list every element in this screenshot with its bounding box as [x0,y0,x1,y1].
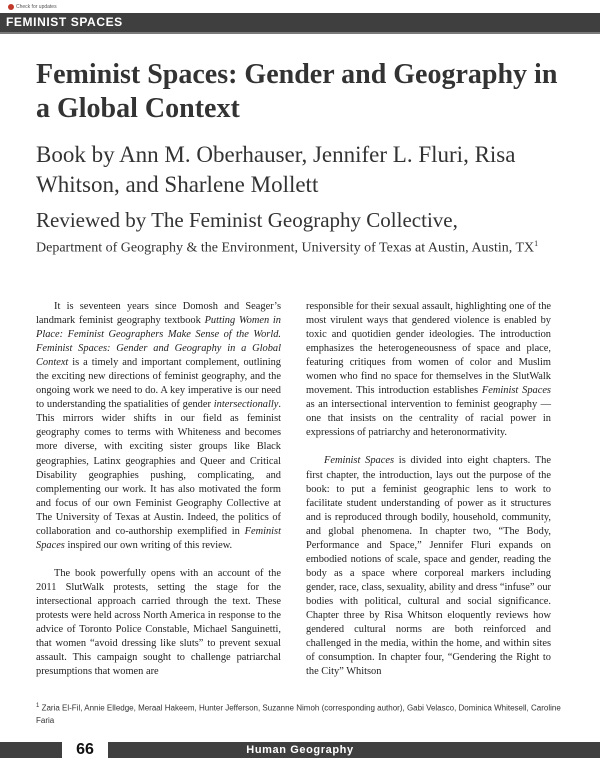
footnote-text: Zaria El-Fil, Annie Elledge, Meraal Hakeem, Hunter Jefferson, Suzanne Nimoh (corresponding author), Gabi Velasco, Dominica Whitesell, Caroline Faria [36,703,561,725]
check-updates-label: Check for updates [16,4,57,10]
check-for-updates-badge[interactable] [8,4,57,10]
section-header-bar [0,13,600,34]
text-run: is a timely and important complement, outlining the exciting new directions of feminist geography, and the ongoing work we need to do. A key imperative is our need to understanding the spatialities of gender [36,357,281,411]
italic-book-title: Feminist Spaces [481,385,551,397]
section-label: FEMINIST SPACES [6,15,123,29]
text-run: inspired our own writing of this review. [64,539,233,551]
right-column [306,300,551,693]
italic-book-title: Feminist Spaces [36,525,281,551]
check-updates-icon [8,4,14,10]
footnote [36,700,566,727]
paragraph-continued [306,300,551,440]
text-run: It is seventeen years since Domosh and Seager’s landmark feminist geography textbook [36,301,281,327]
text-run: as an intersectional intervention to feminist geography — one that insists on the centrality of racial power in expressions of patriarchy and heteronormativity. [306,399,551,439]
italic-term: intersectionally [213,399,279,411]
paragraph [306,454,551,679]
journal-name: Human Geography [246,744,354,756]
reviewer-affiliation [36,234,576,258]
text-run: . This mirrors wider shifts in our field as feminist geography comes to terms with Whiteness and becomes more diverse, with exciting sister groups like Black geographies, Latinx geographies and Queer and Critical Disability geographies pushing, complicating, and complementing our work. It has also motivated the form and focus of our own Feminist Geography Collective at The University of Texas at Austin. Indeed, the politics of collaboration and co-authorship exemplified in [36,399,281,537]
paragraph: The book powerfully opens with an account of the 2011 SlutWalk protests, setting the stage for the intersectional approach carried through the text. These protests were held across North America in response to the advice of Toronto Police Constable, Michael Sanguinetti, that women “avoid dressing like sluts” to prevent sexual assault. This campaign sought to challenge patriarchal presumptions that women are [36,567,281,678]
affiliation-footnote-mark: 1 [534,239,539,248]
page-number: 66 [62,740,108,760]
text-run: responsible for their sexual assault, highlighting one of the most virulent ways that gendered violence is enabled by toxic and quotidien gender ideologies. The introduction emphasizes the heterogeneousness of space and place, featuring critiques from women of color and Muslim women who find no space for themselves in the SlutWalk movement. This introduction establishes [306,301,551,397]
reviewer-line: Reviewed by The Feminist Geography Collective, [36,208,458,232]
paragraph [36,300,281,553]
page-title: Feminist Spaces: Gender and Geography in a Global Context [36,59,558,124]
footnote-mark: 1 [36,703,40,709]
italic-book-title: Feminist Spaces [324,455,395,467]
left-column [36,300,281,693]
italic-book-titles: Putting Women in Place: Feminist Geographers Make Sense of the World. Feminist Spaces: Gender and Geography in a Global Context [36,315,281,369]
text-run: is divided into eight chapters. The first chapter, the introduction, lays out the purpose of the book: to put a feminist geographic lens to work to facilitate student understanding of power as it structures and is reproduced through bodily, household, community, and global phenomena. In chapter two, “The Body, Performance and Space,” Jennifer Fluri expands on embodied notions of scale, space and gender, reading the body as a space where corporeal markers including gender, race, class, sexuality, ability and dress “infuse” our bodies with political, cultural and social significance. Chapter three by Risa Whitson eloquently reviews how gendered cultural norms are both reinforced and challenged in the media, within the home, and within sites of consumption. In chapter four, “Gendering the Right to the City” Whitson [306,455,551,678]
affiliation-text: Department of Geography & the Environment, University of Texas at Austin, Austin, TX [36,240,535,256]
book-authors: Book by Ann M. Oberhauser, Jennifer L. Fluri, Risa Whitson, and Sharlene Mollett [36,142,516,197]
